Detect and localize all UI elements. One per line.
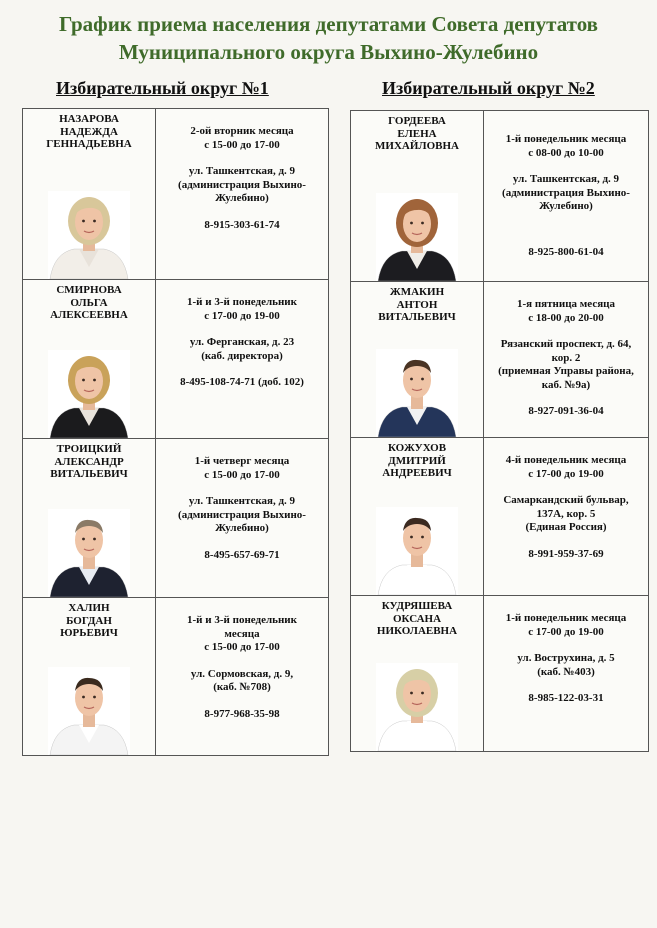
deputy-info-cell (484, 111, 649, 282)
deputy-name-line: ДМИТРИЙ (388, 454, 446, 467)
deputy-info-cell (484, 282, 649, 438)
address-line: кор. 2 (551, 351, 581, 364)
deputy-person-cell (351, 596, 484, 752)
reception-schedule (160, 125, 324, 152)
deputy-row (23, 280, 329, 439)
deputy-name (351, 442, 483, 480)
reception-address (160, 165, 324, 206)
deputy-info-cell (156, 598, 329, 756)
schedule-line: с 17-00 до 19-00 (204, 309, 280, 322)
schedule-line: 1-й и 3-й понедельник (187, 614, 297, 626)
schedule-line: 2-ой вторник месяца (190, 125, 294, 137)
deputy-photo (48, 191, 130, 279)
deputy-name-line: НИКОЛАЕВНА (376, 625, 458, 637)
reception-schedule (160, 455, 324, 482)
reception-address (160, 668, 324, 695)
deputy-name (351, 286, 483, 324)
deputy-name-line: АЛЕКСЕЕВНА (50, 309, 128, 321)
reception-schedule (488, 612, 644, 639)
schedule-line: 1-й четверг месяца (194, 455, 290, 467)
deputy-name-line: АЛЕКСАНДР (54, 455, 124, 468)
deputy-person-cell (351, 282, 484, 438)
deputy-info-cell (484, 438, 649, 596)
reception-schedule (488, 133, 644, 160)
phone-number: 8-985-122-03-31 (528, 692, 604, 704)
address-line: каб. №9а) (541, 378, 591, 391)
deputy-person-cell (23, 598, 156, 756)
address-line: Жулебино) (539, 200, 593, 212)
address-line: ул. Ташкентская, д. 9 (512, 173, 620, 185)
schedule-line: 1-й и 3-й понедельник (187, 296, 297, 308)
deputy-name-line: СМИРНОВА (56, 284, 122, 296)
schedule-line: 1-й понедельник месяца (505, 133, 627, 145)
deputy-row (23, 439, 329, 598)
reception-schedule (488, 298, 644, 325)
deputy-name-line: ГОРДЕЕВА (388, 115, 446, 127)
deputy-photo (48, 509, 130, 597)
address-line: Самаркандский бульвар, (503, 494, 629, 506)
schedule-line: 4-й понедельник месяца (505, 454, 627, 466)
deputy-info-cell (484, 596, 649, 752)
address-line: ул. Вострухина, д. 5 (517, 652, 615, 664)
deputy-name-line: АНТОН (396, 298, 438, 311)
deputy-row (351, 111, 649, 282)
phone-number: 8-927-091-36-04 (528, 405, 604, 417)
address-line: (приемная Управы района, (498, 365, 634, 377)
deputy-row (351, 282, 649, 438)
address-line: ул. Сормовская, д. 9, (190, 667, 294, 680)
deputy-person-cell (23, 109, 156, 280)
deputy-name-line: НАДЕЖДА (60, 125, 118, 138)
deputy-name-line: КУДРЯШЕВА (381, 600, 453, 612)
deputy-person-cell (351, 438, 484, 596)
phone-number: 8-925-800-61-04 (528, 245, 604, 258)
deputy-row (23, 598, 329, 756)
phone-number: 8-991-959-37-69 (528, 547, 604, 560)
deputy-photo (48, 350, 130, 438)
reception-address (160, 495, 324, 536)
deputy-name-line: ЮРЬЕВИЧ (60, 627, 118, 639)
phone-number: 8-495-657-69-71 (204, 548, 280, 561)
address-line: Жулебино) (215, 192, 269, 204)
deputy-info-cell (156, 109, 329, 280)
address-line: (каб. №403) (537, 665, 595, 678)
title-line-2: Муниципального округа Выхино-Жулебино (118, 40, 539, 64)
reception-address (488, 652, 644, 679)
schedule-line: 1-я пятница месяца (516, 298, 615, 310)
schedule-line: с 15-00 до 17-00 (204, 641, 280, 653)
deputy-person-cell (23, 280, 156, 439)
reception-address (488, 338, 644, 392)
district-2-heading: Избирательный округ №2 (382, 78, 595, 98)
reception-schedule (160, 614, 324, 655)
deputy-photo (376, 507, 458, 595)
deputy-name-line: ОКСАНА (392, 612, 442, 625)
deputy-name (351, 600, 483, 638)
address-line: Рязанский проспект, д. 64, (500, 338, 632, 350)
deputy-name-line: ТРОИЦКИЙ (56, 443, 122, 455)
schedule-line: 1-й понедельник месяца (505, 612, 627, 624)
address-line: 137А, кор. 5 (536, 507, 596, 520)
deputy-name-line: ВИТАЛЬЕВИЧ (378, 311, 456, 323)
deputy-name (351, 115, 483, 153)
address-line: (администрация Выхино- (502, 186, 630, 199)
deputy-info-cell (156, 439, 329, 598)
address-line: (администрация Выхино- (178, 178, 306, 191)
reception-address (488, 494, 644, 535)
address-line: (каб. №708) (213, 681, 271, 693)
deputy-info-cell (156, 280, 329, 439)
deputy-name (23, 284, 155, 322)
deputy-photo (48, 667, 130, 755)
address-line: (администрация Выхино- (178, 508, 306, 521)
schedule-line: с 17-00 до 19-00 (528, 467, 604, 480)
reception-schedule (160, 296, 324, 323)
deputy-row (23, 109, 329, 280)
deputy-name-line: АНДРЕЕВИЧ (382, 467, 452, 479)
schedule-line: с 15-00 до 17-00 (204, 138, 280, 151)
deputy-name-line: ВИТАЛЬЕВИЧ (50, 468, 128, 480)
deputy-name-line: ХАЛИН (68, 602, 110, 614)
phone-number: 8-977-968-35-98 (204, 707, 280, 720)
address-line: ул. Ферганская, д. 23 (189, 336, 295, 348)
deputy-name (23, 602, 155, 640)
schedule-line: с 08-00 до 10-00 (528, 146, 604, 159)
deputy-name-line: БОГДАН (66, 614, 112, 627)
deputy-row (351, 596, 649, 752)
deputy-photo (376, 193, 458, 281)
phone-number: 8-495-108-74-71 (доб. 102) (180, 376, 304, 388)
deputy-name-line: ЕЛЕНА (397, 127, 437, 140)
address-line: ул. Ташкентская, д. 9 (188, 165, 296, 177)
address-line: ул. Ташкентская, д. 9 (188, 495, 296, 507)
deputy-name-line: ГЕННАДЬЕВНА (46, 138, 132, 150)
schedule-line: с 15-00 до 17-00 (204, 468, 280, 481)
district-1-heading: Избирательный округ №1 (56, 78, 269, 98)
deputy-person-cell (23, 439, 156, 598)
deputy-name-line: ОЛЬГА (70, 296, 108, 309)
address-line: (Единая Россия) (525, 521, 607, 533)
address-line: (каб. директора) (201, 349, 283, 362)
schedule-line: месяца (224, 627, 260, 640)
phone-number: 8-915-303-61-74 (204, 218, 280, 231)
deputy-row (351, 438, 649, 596)
deputy-name-line: ЖМАКИН (389, 286, 445, 298)
reception-address (488, 173, 644, 214)
district-1-table (22, 108, 329, 756)
district-2-table (350, 110, 649, 752)
title-line-1: График приема населения депутатами Совета депутатов (58, 12, 599, 36)
reception-schedule (488, 454, 644, 481)
deputy-photo (376, 663, 458, 751)
deputy-name-line: МИХАЙЛОВНА (375, 140, 459, 152)
schedule-line: с 17-00 до 19-00 (528, 625, 604, 638)
reception-address (160, 336, 324, 363)
deputy-name-line: НАЗАРОВА (59, 113, 119, 125)
address-line: Жулебино) (215, 522, 269, 534)
schedule-line: с 18-00 до 20-00 (528, 311, 604, 324)
page-title (0, 10, 657, 66)
deputy-name-line: КОЖУХОВ (387, 442, 447, 454)
deputy-name (23, 443, 155, 481)
deputy-person-cell (351, 111, 484, 282)
deputy-photo (376, 349, 458, 437)
deputy-name (23, 113, 155, 151)
